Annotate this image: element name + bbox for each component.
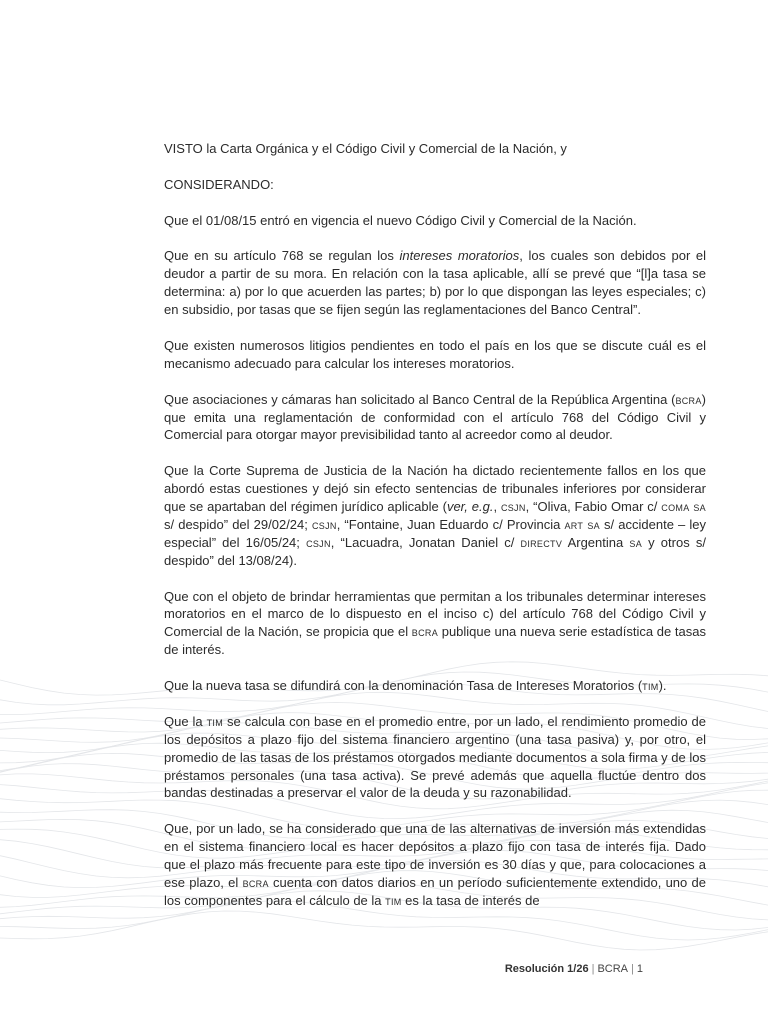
footer-resolution: Resolución 1/26 [504,963,589,975]
paragraph-3: Que existen numerosos litigios pendientes en todo el país en los que se discute cuál es el mecanismo adecuado para calcular los intereses moratorios. [164,337,706,371]
footer-separator: | [591,963,595,975]
paragraph-7: Que la nueva tasa se difundirá con la denominación Tasa de Intereses Moratorios (tim). [164,678,667,694]
paragraph-considerando: CONSIDERANDO: [164,176,274,192]
footer-org: BCRA [597,963,629,975]
paragraph-4: Que asociaciones y cámaras han solicitado al Banco Central de la República Argentina (bcra) que emita una reglamentación de conformidad con el artículo 768 del Código Civil y Comercial para otorgar mayor previsibilidad tanto al acreedor como al deudor. [164,391,706,443]
page-footer [505,963,643,975]
paragraph-1: Que el 01/08/15 entró en vigencia el nuevo Código Civil y Comercial de la Nación. [164,212,637,228]
paragraph-visto: VISTO la Carta Orgánica y el Código Civil y Comercial de la Nación, y [164,141,567,156]
footer-separator: | [631,963,634,975]
footer-page-number: 1 [636,963,643,975]
paragraph-2: Que en su artículo 768 se regulan los intereses moratorios, los cuales son debidos por el deudor a partir de su mora. En relación con la tasa aplicable, allí se prevé que “[l]a tasa se determina: a) por lo que acuerden las partes; b) por lo que dispongan las leyes especiales; c) en subsidio, por tasas que se fijen según las reglamentaciones del Banco Central”. [164,248,706,318]
paragraph-9: Que, por un lado, se ha considerado que una de las alternativas de inversión más extendidas en el sistema financiero local es hacer depósitos a plazo fijo con tasa de interés fija. Dado que el plazo más frecuente para este tipo de inversión es 30 días y que, para colocaciones a ese plazo, el bcra cuenta con datos diarios en un período suficientemente extendido, uno de los componentes para el cálculo de la tim es la tasa de interés de [164,821,706,908]
paragraph-6: Que con el objeto de brindar herramientas que permitan a los tribunales determinar intereses moratorios en el marco de lo dispuesto en el inciso c) del artículo 768 del Código Civil y Comercial de la Nación, se propicia que el bcra publique una nueva serie estadística de tasas de interés. [164,588,706,658]
paragraph-5: Que la Corte Suprema de Justicia de la Nación ha dictado recientemente fallos en los que abordó estas cuestiones y dejó sin efecto sentencias de tribunales inferiores por considerar que se apartaban del régimen jurídico aplicable (ver, e.g., csjn, “Oliva, Fabio Omar c/ coma sa s/ despido” del 29/02/24; csjn, “Fontaine, Juan Eduardo c/ Provincia art sa s/ accidente – ley especial” del 16/05/24; csjn, “Lacuadra, Jonatan Daniel c/ directv Argentina sa y otros s/ despido” del 13/08/24). [164,463,706,568]
document-body [164,140,706,928]
paragraph-8: Que la tim se calcula con base en el promedio entre, por un lado, el rendimiento promedio de los depósitos a plazo fijo del sistema financiero argentino (una tasa pasiva) y, por otro, el promedio de las tasas de los préstamos otorgados mediante documentos a sola firma y de los préstamos personales (una tasa activa). Se prevé además que aquella fluctúe dentro dos bandas destinadas a preservar el valor de la deuda y su razonabilidad. [164,713,706,801]
